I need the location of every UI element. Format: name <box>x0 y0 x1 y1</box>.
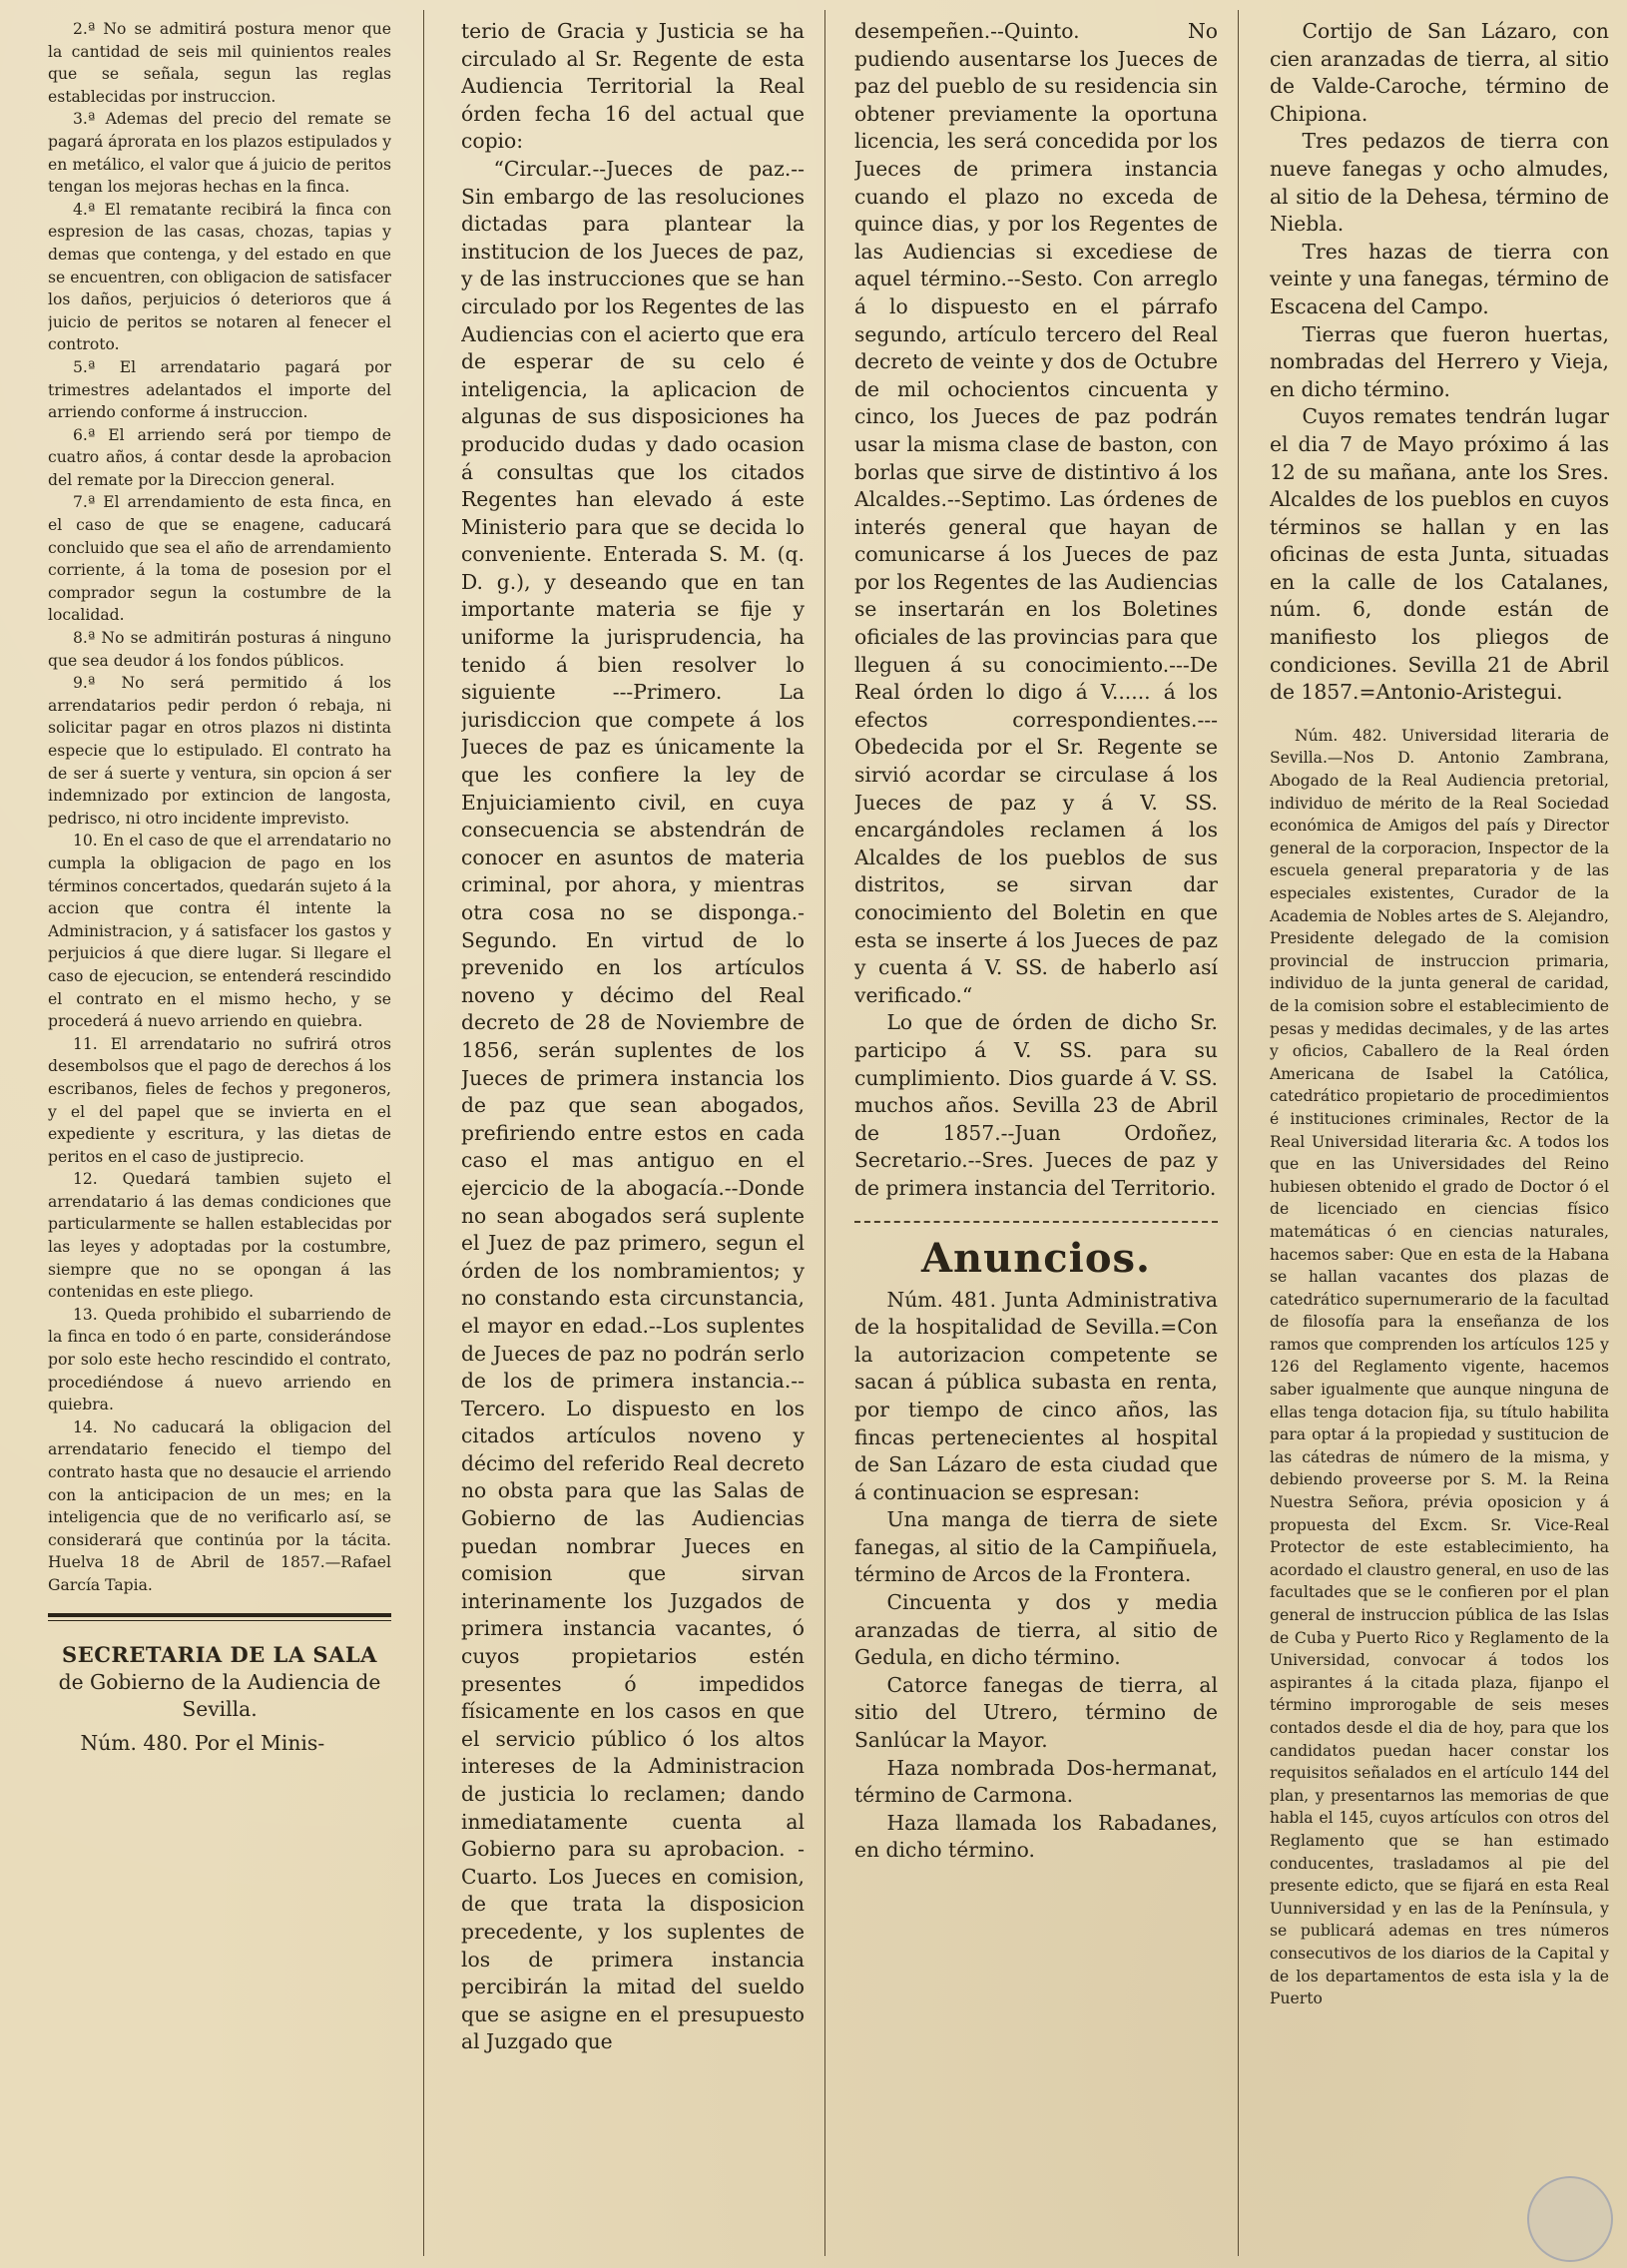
article-text: “Circular.--Jueces de paz.-- Sin embargo de las resoluciones dictadas para plantear la institucion de los Jueces de paz, y de las instrucciones que se han circulado por los Regentes de las Audiencias con el acierto que era de esperar de su celo é inteligencia, la aplicacion de algunas de sus disposiciones ha producido dudas y dado ocasion á consultas que los citados Regentes han elevado á este Ministerio para que se decida lo conveniente. Enterada S. M. (q. D. g.), y deseando que en tan importante materia se fije y uniforme la jurisprudencia, ha tenido á bien resolver lo siguiente ---Primero. La jurisdiccion que compete á los Jueces de paz es únicamente la que les confiere la ley de Enjuiciamiento civil, en cuya consecuencia se abstendrán de conocer en asuntos de materia criminal, por ahora, y mientras otra cosa no se disponga.- Segundo. En virtud de lo prevenido en los artículos noveno y décimo del Real decreto de 28 de Noviembre de 1856, serán suplentes de los Jueces de primera instancia los de paz que sean abogados, prefiriendo entre estos en cada caso el mas antiguo en el ejercicio de la abogacía.--Donde no sean abogados será suplente el Juez de paz primero, segun el órden de los nombramientos; y no constando esta circunstancia, el mayor en edad.--Los suplentes de Jueces de paz no podrán serlo de los de primera instancia.--Tercero. Lo dispuesto en los citados artículos noveno y décimo del referido Real decreto no obsta para que las Salas de Gobierno de las Audiencias puedan nombrar Jueces en comision que sirvan interinamente los Juzgados de primera instancia vacantes, ó cuyos propietarios estén presentes ó impedidos físicamente en los casos en que el servicio público ó los altos intereses de la Administracion de justicia lo reclamen; dando inmediatamente cuenta al Gobierno para su aprobacion. -Cuarto. Los Jueces en comision, de que trata la disposicion precedente, y los suplentes de los de primera instancia percibirán la mitad del sueldo que se asigne en el presupuesto al Juzgado que <box>461 156 805 2054</box>
property-item: Una manga de tierra de siete fanegas, al sitio de la Campiñuela, término de Arcos de la Frontera. <box>854 1507 1218 1587</box>
notice-start: Núm. 480. Por el Minis- <box>80 1730 325 1755</box>
condition-paragraph: 2.ª No se admitirá postura menor que la cantidad de seis mil quinientos reales que se señala, segun las reglas establecidas por instruccion. <box>48 20 391 106</box>
condition-paragraph: 10. En el caso de que el arrendatario no cumpla la obligacion de pago en los términos concertados, quedarán sujeto á la accion que contra él intente la Administracion, y á satisfacer los gastos y perjuicios á que diere lugar. Si llegare el caso de ejecucion, se entenderá rescindido el contrato en el mismo hecho, y se procederá á nuevo arriendo en quiebra. <box>48 832 391 1031</box>
condition-paragraph: 7.ª El arrendamiento de esta finca, en el caso de que se enagene, caducará concluido que sea el año de arrendamiento corriente, á la toma de posesion por el comprador segun la costumbre de la localidad. <box>48 493 391 625</box>
condition-paragraph: 6.ª El arriendo será por tiempo de cuatro años, á contar desde la aprobacion del remate por la Direccion general. <box>48 425 391 489</box>
condition-paragraph: 4.ª El rematante recibirá la finca con espresion de las casas, chozas, tapias y demas que contenga, y del estado en que se encuentren, con obligacion de satisfacer los daños, perjuicios ó deterioros que á juicio de peritos se notaren al fenecer el controto. <box>48 200 391 354</box>
condition-paragraph: 13. Queda prohibido el subarriendo de la finca en todo ó en parte, considerándose por solo este hecho rescindido el contrato, procediéndose á nuevo arriendo en quiebra. <box>48 1305 391 1415</box>
property-item: Cincuenta y dos y media aranzadas de tierra, al sitio de Gedula, en dicho término. <box>854 1590 1218 1670</box>
column-2 <box>461 18 805 2259</box>
condition-paragraph: 11. El arrendatario no sufrirá otros desembolsos que el pago de derechos á los escribanos, fieles de fechos y pregoneros, y el del papel que se invierta en el expediente y escritura, y las dietas de peritos en el caso de justiprecio. <box>48 1034 391 1166</box>
section-title: Anuncios. <box>921 1234 1151 1282</box>
column-3 <box>854 18 1218 2259</box>
condition-paragraph: 14. No caducará la obligacion del arrendatario fenecido el tiempo del contrato hasta que no desaucie el arriendo con la anticipacion de un mes; en la inteligencia que de no verificarlo así, se considerará que continúa por la tácita. Huelva 18 de Abril de 1857.—Rafael García Tapia. <box>48 1418 391 1594</box>
notice-text: Núm. 481. Junta Administrativa de la hospitalidad de Sevilla.=Con la autorizacion competente se sacan á pública subasta en renta, por tiempo de cinco años, las fincas pertenecientes al hospital de San Lázaro de esta ciudad que á continuacion se espresan: <box>854 1287 1218 1504</box>
section-rule <box>48 1613 391 1617</box>
column-divider <box>1238 10 1239 2256</box>
heading-title: SECRETARIA DE LA SALA <box>62 1641 377 1667</box>
property-item: Haza nombrada Dos-hermanat, término de Carmona. <box>854 1755 1218 1808</box>
notice-text: Cuyos remates tendrán lugar el dia 7 de Mayo próximo á las 12 de su mañana, ante los Sres. Alcaldes de los pueblos en cuyos términos se hallan y en las oficinas de esta Junta, situadas en la calle de los Catalanes, núm. 6, donde están de manifiesto los pliegos de condiciones. Sevilla 21 de Abril de 1857.=Antonio-Aristegui. <box>1270 404 1609 705</box>
section-heading <box>48 1641 391 1724</box>
condition-paragraph: 5.ª El arrendatario pagará por trimestres adelantados el importe del arriendo conforme á instruccion. <box>48 357 391 422</box>
property-item: Tres pedazos de tierra con nueve fanegas y ocho almudes, al sitio de la Dehesa, término de Niebla. <box>1270 129 1609 237</box>
column-divider <box>423 10 424 2256</box>
condition-paragraph: 8.ª No se admitirán posturas á ninguno que sea deudor á los fondos públicos. <box>48 629 391 670</box>
property-item: Haza llamada los Rabadanes, en dicho término. <box>854 1810 1218 1863</box>
section-rule <box>854 1221 1218 1223</box>
column-4 <box>1270 18 1609 2259</box>
column-1 <box>48 18 391 2259</box>
condition-paragraph: 12. Quedará tambien sujeto el arrendatario á las demas condiciones que particularmente se hallen establecidas por las leyes y adoptadas por la costumbre, siempre que no se opongan á las contenidas en este pliego. <box>48 1170 391 1302</box>
column-divider <box>824 10 825 2256</box>
article-text: terio de Gracia y Justicia se ha circulado al Sr. Regente de esta Audiencia Territorial la Real órden fecha 16 del actual que copio: <box>461 19 805 154</box>
property-item: Cortijo de San Lázaro, con cien aranzadas de tierra, al sitio de Valde-Caroche, término de Chipiona. <box>1270 19 1609 126</box>
property-item: Tres hazas de tierra con veinte y una fanegas, término de Escacena del Campo. <box>1270 239 1609 318</box>
article-text: desempeñen.--Quinto. No pudiendo ausentarse los Jueces de paz del pueblo de su residencia sin obtener previamente la oportuna licencia, les será concedida por los Jueces de primera instancia cuando el plazo no exceda de quince dias, y por los Regentes de las Audiencias si excediese de aquel término.--Sesto. Con arreglo á lo dispuesto en el párrafo segundo, artículo tercero del Real decreto de veinte y dos de Octubre de mil ochocientos cincuenta y cinco, los Jueces de paz podrán usar la misma clase de baston, con borlas que sirve de distintivo á los Alcaldes.--Septimo. Las órdenes de interés general que hayan de comunicarse á los Jueces de paz por los Regentes de las Audiencias se insertarán en los Boletines oficiales de las provincias para que lleguen á su conocimiento.---De Real órden lo digo á V...... á los efectos correspondientes.--- Obedecida por el Sr. Regente se sirvió acordar se circulase á los Jueces de paz y á V. SS. encargándoles reclamen á los Alcaldes de los pueblos de sus distritos, se sirvan dar conocimiento del Boletin en que esta se inserte á los Jueces de paz y cuenta á V. SS. de haberlo así verificado.“ <box>854 19 1218 1007</box>
library-stamp <box>1527 2176 1613 2262</box>
article-text: Lo que de órden de dicho Sr. participo á V. SS. para su cumplimiento. Dios guarde á V. SS. muchos años. Sevilla 23 de Abril de 1857.--Juan Ordoñez, Secretario.--Sres. Jueces de paz y de primera instancia del Territorio. <box>854 1010 1218 1200</box>
property-item: Catorce fanegas de tierra, al sitio del Utrero, término de Sanlúcar la Mayor. <box>854 1672 1218 1753</box>
section-rule <box>48 1620 391 1621</box>
university-notice: Núm. 482. Universidad literaria de Sevilla.—Nos D. Antonio Zambrana, Abogado de la Real Audiencia pretorial, individuo de mérito de la Real Sociedad económica de Amigos del país y Director general de la corporacion, Inspector de la escuela general preparatoria y de las especiales existentes, Curador de la Academia de Nobles artes de S. Alejandro, Presidente delegado de la comision provincial de instruccion primaria, individuo de la junta general de caridad, de la comision sobre el establecimiento de pesas y medidas decimales, y de las artes y oficios, Caballero de la Real órden Americana de Isabel la Católica, catedrático propietario de procedimientos é instituciones criminales, Rector de la Real Universidad literaria &c. A todos los que en las Universidades del Reino hubiesen obtenido el grado de Doctor ó el de licenciado en ciencias físico matemáticas ó en ciencias naturales, hacemos saber: Que en esta de la Habana se hallan vacantes dos plazas de catedrático supernumerario de la facultad de filosofía para la enseñanza de los ramos que comprenden los artículos 125 y 126 del Reglamento vigente, hacemos saber igualmente que aunque ninguna de ellas tenga dotacion fija, su título habilita para optar á la propiedad y sustitucion de las cátedras de número de la misma, y debiendo proveerse por S. M. la Reina Nuestra Señora, prévia oposicion y á propuesta del Excm. Sr. Vice-Real Protector de este establecimiento, ha acordado el claustro general, en uso de las facultades que se le confieren por el plan general de instruccion pública de las Islas de Cuba y Puerto Rico y Reglamento de la Universidad, convocar á todos los aspirantes á la citada plaza, fijanpo el término improrogable de seis meses contados desde el dia de hoy, para que los candidatos puedan hacer constar los requisitos señalados en el artículo 144 del plan, y presentarnos las memorias de que habla el 145, cuyos artículos con otros del Reglamento que se han estimado conducentes, trasladamos al pie del presente edicto, que se fijará en esta Real Uunniversidad y en las de la Península, y se publicará ademas en tres números consecutivos de los diarios de la Capital y de los departamentos de esta isla y la de Puerto <box>1270 726 1609 2008</box>
condition-paragraph: 3.ª Ademas del precio del remate se pagará áprorata en los plazos estipulados y en metálico, el valor que á juicio de peritos tengan los mejoras hechas en la finca. <box>48 110 391 197</box>
heading-subtitle: de Gobierno de la Audiencia de Sevilla. <box>58 1669 381 1722</box>
condition-paragraph: 9.ª No será permitido á los arrendatarios pedir perdon ó rebaja, ni solicitar pagar en otros plazos ni distinta especie que lo estipulado. El contrato ha de ser á suerte y ventura, sin opcion á ser indemnizado por extincion de langosta, pedrisco, ni otro incidente imprevisto. <box>48 674 391 828</box>
property-item: Tierras que fueron huertas, nombradas del Herrero y Vieja, en dicho término. <box>1270 321 1609 401</box>
